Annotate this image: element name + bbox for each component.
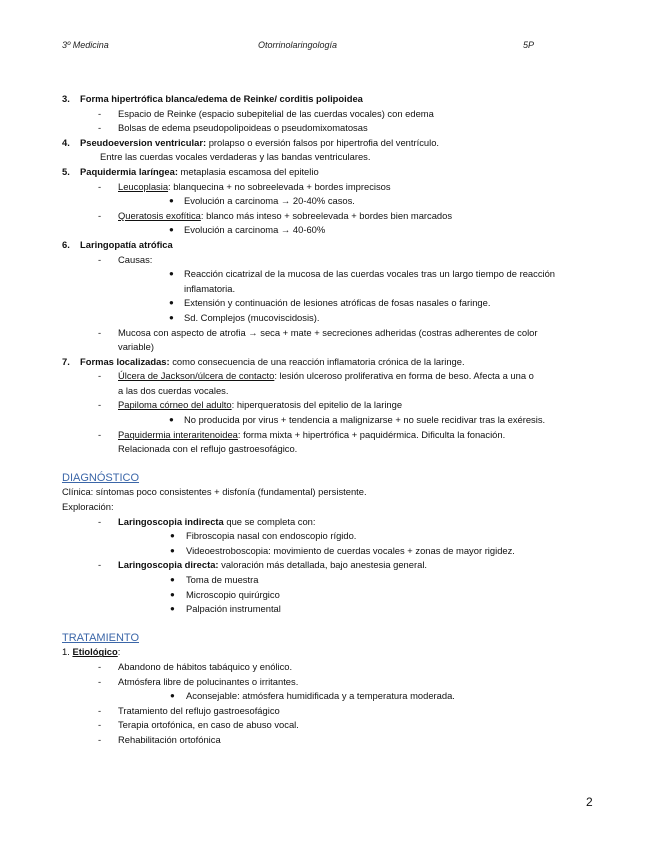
item-6 [62,238,598,253]
item-4 [62,136,598,151]
bullet-icon: ● [169,312,174,322]
item-7-title: Formas localizadas: [80,355,170,367]
tratamiento-subheading: 1. Etiológico: [62,646,121,658]
diagnostico-dash-1: - Laringoscopia indirecta que se completa con: [62,515,598,530]
bullet-icon: ● [169,196,174,206]
header-course: 3º Medicina [62,40,109,50]
item-7 [62,355,598,370]
bullet-icon: ● [169,415,174,425]
tratamiento-dash-5: - Rehabilitación ortofónica [62,733,598,748]
item-3-title: Forma hipertrófica blanca/edema de Reinke/ corditis polipoidea [80,93,363,104]
item-6-bullet-1-line-2: inflamatoria. [184,282,236,294]
item-3-number: 3. [62,93,70,104]
dash-icon: - [98,719,102,731]
tratamiento-dash-2: - Atmósfera libre de polucinantes o irritantes. [62,675,598,690]
dash-icon: - [98,122,102,134]
item-7-dash-3-line-2: Relacionada con el reflujo gastroesofágico. [118,443,298,455]
page-number: 2 [586,795,593,809]
diagnostico-clinica: Clínica: síntomas poco consistentes + disfonía (fundamental) persistente. [62,486,367,498]
dash-icon: - [98,704,102,716]
tratamiento-dash-4: - Terapia ortofónica, en caso de abuso vocal. [62,718,598,733]
dash-icon: - [98,559,102,571]
item-7-number: 7. [62,355,70,367]
item-4-number: 4. [62,136,70,148]
item-7-bullet-1: ● No producida por virus + tendencia a malignizarse + no suele recidivar tras la exéresis. [62,413,598,428]
bullet-icon: ● [170,545,175,555]
item-6-bullet-2: ● Extensión y continuación de lesiones atróficas de fosas nasales o faringe. [62,296,598,311]
dash-icon: - [98,515,102,527]
diagnostico-bullet-5: ● Palpación instrumental [62,602,598,617]
section-diagnostico-heading: DIAGNÓSTICO [62,471,140,484]
diagnostico-exploracion: Exploración: [62,501,114,513]
dash-icon: - [98,733,102,745]
item-6-bullet-3: ● Sd. Complejos (mucoviscidosis). [62,311,598,326]
diagnostico-bullet-3: ● Toma de muestra [62,573,598,588]
dash-icon: - [98,428,102,440]
item-6-dash-2: - Mucosa con aspecto de atrofia → seca + mate + secreciones adheridas (costras adherentes de color [62,326,598,341]
bullet-icon: ● [170,691,175,701]
bullet-icon: ● [169,225,174,235]
diagnostico-bullet-1: ● Fibroscopia nasal con endoscopio rígido. [62,529,598,544]
item-3-dash-1: - Espacio de Reinke (espacio subepitelial de las cuerdas vocales) con edema [62,107,598,122]
item-3 [62,92,598,107]
item-4-text: prolapso o eversión falsos por hipertrofia del ventrículo. [206,136,440,148]
item-5-bullet-1: ● Evolución a carcinoma → 20-40% casos. [62,194,598,209]
section-tratamiento-heading: TRATAMIENTO [62,631,139,644]
item-7-dash-1-line-2: a las dos cuerdas vocales. [118,384,229,396]
bullet-icon: ● [170,604,175,614]
dash-icon: - [98,107,102,119]
item-4-title: Pseudoeversion ventricular: [80,136,207,148]
bullet-icon: ● [170,575,175,584]
dash-icon: - [98,209,102,221]
item-5-dash-1: - Leucoplasia: blanquecina + no sobreelevada + bordes imprecisos [62,180,598,195]
tratamiento-dash-1: - Abandono de hábitos tabáquico y enólico. [62,660,598,675]
header-code: 5P [523,40,535,50]
item-6-bullet-1: ● Reacción cicatrizal de la mucosa de las cuerdas vocales tras un largo tiempo de reacción [62,267,598,282]
bullet-icon: ● [169,269,174,279]
dash-icon: - [98,326,102,338]
dash-icon: - [98,675,102,687]
item-7-dash-3: - Paquidermia interaritenoidea: forma mixta + hipertrófica + paquidérmica. Dificulta la fonación. [62,428,598,443]
tratamiento-bullet-1: ● Aconsejable: atmósfera humidificada y a temperatura moderada. [62,689,598,704]
item-7-dash-2: - Papiloma córneo del adulto: hiperqueratosis del epitelio de la laringe [62,398,598,413]
item-6-dash-2-line-2: variable) [118,341,154,353]
item-5-title: Paquidermia laríngea: [80,165,178,177]
item-7-text: como consecuencia de una reacción inflamatoria crónica de la laringe. [169,355,465,367]
item-5 [62,165,598,180]
bullet-icon: ● [170,531,175,541]
tratamiento-dash-3: - Tratamiento del reflujo gastroesofágico [62,704,598,719]
item-5-number: 5. [62,165,70,177]
item-6-number: 6. [62,238,70,250]
dash-icon: - [98,399,102,411]
dash-icon: - [98,180,102,192]
item-5-bullet-2: ● Evolución a carcinoma → 40-60% [62,223,598,238]
dash-icon: - [98,253,102,265]
diagnostico-bullet-4: ● Microscopio quirúrgico [62,588,598,603]
item-5-dash-2: - Queratosis exofítica: blanco más inteso + sobreelevada + bordes bien marcados [62,209,598,224]
document-body [62,92,598,748]
diagnostico-bullet-2: ● Videoestroboscopia: movimiento de cuerdas vocales + zonas de mayor rigidez. [62,544,598,559]
dash-icon: - [98,660,102,672]
item-4-line-2: Entre las cuerdas vocales verdaderas y las bandas ventriculares. [100,151,371,163]
bullet-icon: ● [170,589,175,599]
header-subject: Otorrinolaringología [258,40,338,50]
dash-icon: - [98,370,102,382]
item-6-dash-1: - Causas: [62,253,598,268]
item-3-dash-2: - Bolsas de edema pseudopolipoideas o pseudomixomatosas [62,121,598,136]
item-6-title: Laringopatía atrófica [80,238,173,250]
bullet-icon: ● [169,298,174,308]
item-7-dash-1: - Úlcera de Jackson/úlcera de contacto: lesión ulceroso proliferativa en forma de beso. Afecta a una o [62,369,598,384]
diagnostico-dash-2: - Laringoscopia directa: valoración más detallada, bajo anestesia general. [62,558,598,573]
item-5-text: metaplasia escamosa del epitelio [177,165,319,177]
